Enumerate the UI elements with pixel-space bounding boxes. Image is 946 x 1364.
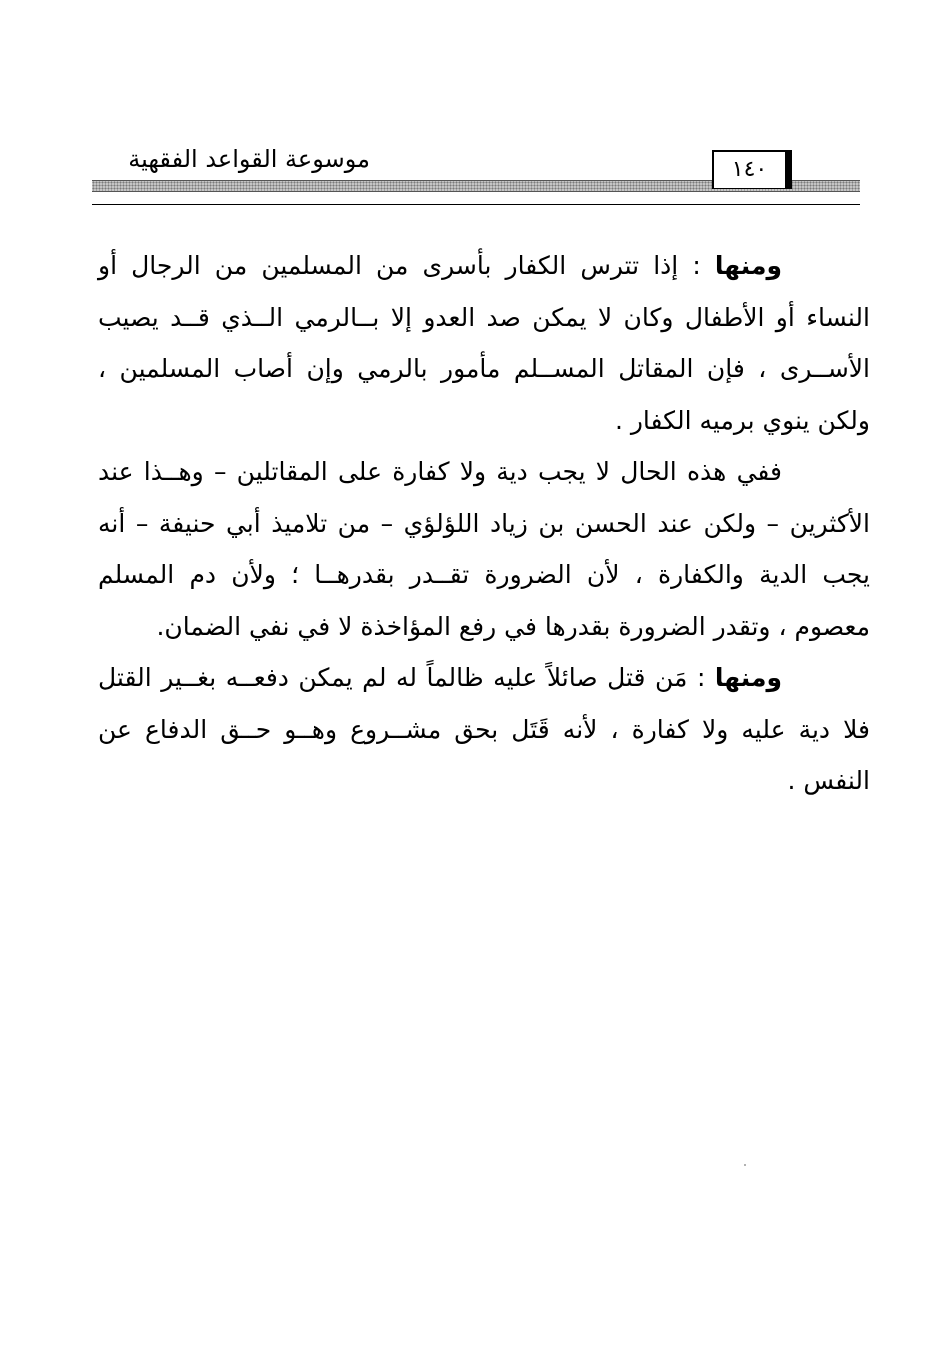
paragraph-lead-word: ومنها — [714, 663, 782, 692]
paragraph-text: : مَن قتل صائلاً عليه ظالماً له لم يمكن دفعــه بغــير القتل فلا دية عليه ولا كفارة ، لأنه قَتَل بحق مشــروع وهــو حــق الدفاع عن النفس . — [98, 663, 870, 795]
running-header-title: موسوعة القواعد الفقهية — [128, 145, 370, 173]
paragraph-lead-word: ومنها — [714, 251, 782, 280]
paragraph-text: : إذا تترس الكفار بأسرى من المسلمين من الرجال أو النساء أو الأطفال وكان لا يمكن صد العدو إلا بــالرمي الــذي قــد يصيب الأســرى ، فإن المقاتل المســلم مأمور بالرمي وإن أصاب المسلمين ، ولكن ينوي برميه الكفار . — [98, 251, 870, 435]
paragraph-1 — [98, 240, 870, 446]
header-divider — [92, 204, 860, 205]
scan-speck — [744, 1164, 746, 1166]
paragraph-text: ففي هذه الحال لا يجب دية ولا كفارة على المقاتلين – وهــذا عند الأكثرين – ولكن عند الحسن بن زياد اللؤلؤي – من تلاميذ أبي حنيفة – أنه يجب الدية والكفارة ، لأن الضرورة تقــدر بقدرهــا ؛ ولأن دم المسلم معصوم ، وتقدر الضرورة بقدرها في رفع المؤاخذة لا في نفي الضمان. — [98, 457, 870, 641]
page-body — [98, 240, 870, 807]
paragraph-2 — [98, 446, 870, 652]
page-number: ١٤٠ — [712, 150, 792, 189]
paragraph-3 — [98, 652, 870, 807]
